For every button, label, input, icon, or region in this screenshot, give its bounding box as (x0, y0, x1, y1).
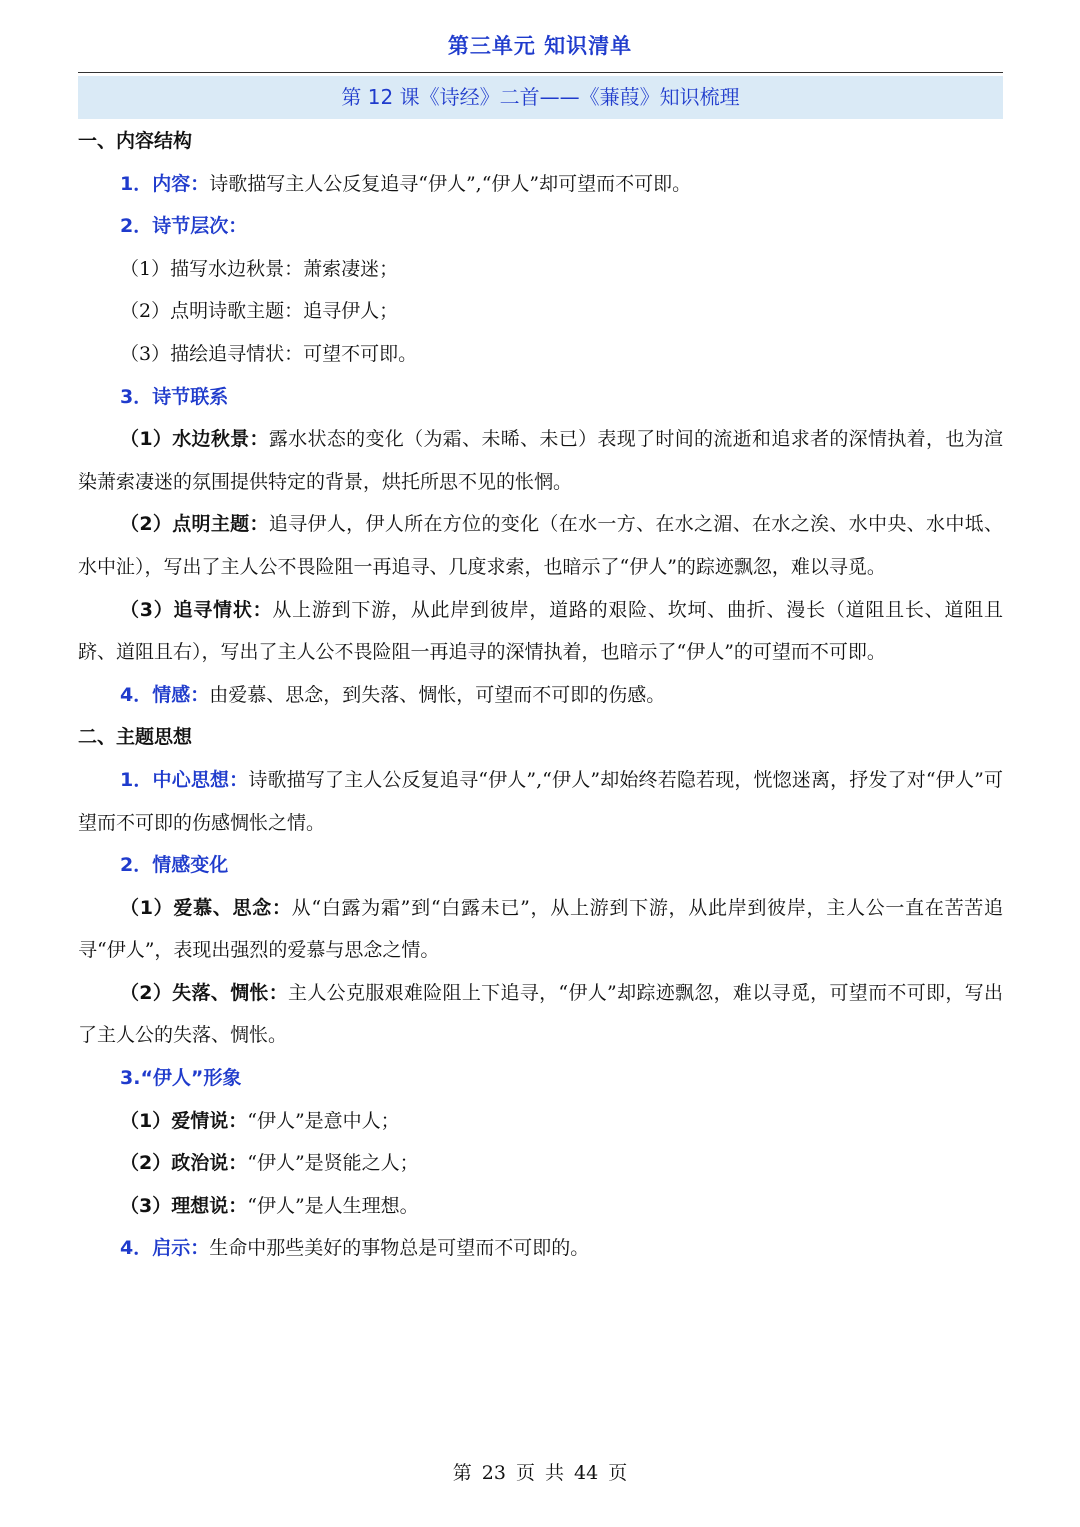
link-text-3: 从上游到下游，从此岸到彼岸，道路的艰险、坎坷、曲折、漫长（道阻且长、道阻且跻、道阻且右），写出了主人公不畏险阻一再追寻的深情执着，也暗示了“伊人”的可望而不可即。 (78, 598, 1003, 664)
insight-paragraph (78, 1227, 1003, 1270)
insight-text: 生命中那些美好的事物总是可望而不可即的。 (209, 1237, 590, 1260)
link-label-2: （2）点明主题： (120, 513, 269, 536)
content-text: 诗歌描写主人公反复追寻“伊人”,“伊人”却可望而不可即。 (209, 172, 692, 195)
link-item-1 (78, 418, 1003, 503)
layer-item-1: （1）描写水边秋景：萧索凄迷； (120, 257, 399, 280)
central-paragraph (78, 759, 1003, 844)
change-label-1: （1）爱慕、思念： (120, 896, 292, 919)
link-label-1: （1）水边秋景： (120, 428, 269, 451)
emotion-text: 由爱慕、思念，到失落、惆怅，可望而不可即的伤感。 (209, 683, 666, 706)
lesson-title: 第 12 课《诗经》二首——《蒹葭》知识梳理 (78, 76, 1003, 119)
change-label-2: （2）失落、惆怅： (120, 981, 289, 1004)
header-divider (78, 72, 1003, 73)
link-item-2 (78, 503, 1003, 588)
link-label-3: （3）追寻情状： (120, 598, 273, 621)
insight-label: 4．启示： (120, 1237, 210, 1260)
change-text-1: 从“白露为霜”到“白露未已”，从上游到下游，从此岸到彼岸，主人公一直在苦苦追寻“伊人”，表现出强烈的爱慕与思念之情。 (78, 896, 1003, 962)
document-body (78, 120, 1003, 1270)
emotion-paragraph (78, 674, 1003, 717)
unit-header: 第三单元 知识清单 (447, 34, 633, 58)
change-text-2: 主人公克服艰难险阻上下追寻，“伊人”却踪迹飘忽，难以寻觅，可望而不可即，写出了主人公的失落、惆怅。 (78, 981, 1003, 1047)
central-label: 1．中心思想： (120, 768, 249, 791)
change-item-2 (78, 972, 1003, 1057)
link-text-1: 露水状态的变化（为霜、未晞、未已）表现了时间的流逝和追求者的深情执着，也为渲染萧索凄迷的氛围提供特定的背景，烘托所思不见的怅惘。 (78, 428, 1003, 493)
emotion-label: 4．情感： (120, 683, 210, 706)
image-heading: 3.“伊人”形象 (120, 1067, 242, 1090)
link-text-2: 追寻伊人，伊人所在方位的变化（在水一方、在水之湄、在水之涘、水中央、水中坻、水中沚），写出了主人公不畏险阻一再追寻、几度求索，也暗示了“伊人”的踪迹飘忽，难以寻觅。 (78, 513, 1003, 578)
section-heading-structure: 一、内容结构 (78, 130, 193, 152)
layer-item-3: （3）描绘追寻情状：可望不可即。 (120, 342, 418, 365)
link-item-3 (78, 589, 1003, 674)
image-text-1: “伊人”是意中人； (247, 1109, 400, 1132)
image-item-2 (78, 1142, 1003, 1185)
change-item-1 (78, 887, 1003, 972)
page-number: 第 23 页 共 44 页 (452, 1462, 628, 1484)
image-label-2: （2）政治说： (120, 1152, 248, 1175)
image-text-2: “伊人”是贤能之人； (247, 1152, 419, 1175)
content-paragraph (78, 163, 1003, 206)
image-text-3: “伊人”是人生理想。 (247, 1194, 419, 1217)
layers-heading: 2．诗节层次： (120, 215, 248, 238)
image-item-3 (78, 1185, 1003, 1228)
content-label: 1．内容： (120, 172, 210, 195)
change-heading: 2．情感变化 (120, 854, 229, 877)
central-text: 诗歌描写了主人公反复追寻“伊人”,“伊人”却始终若隐若现，恍惚迷离，抒发了对“伊人”可望而不可即的伤感惆怅之情。 (78, 768, 1003, 834)
image-label-1: （1）爱情说： (120, 1109, 248, 1132)
layer-item-2: （2）点明诗歌主题：追寻伊人； (120, 300, 399, 323)
section-heading-theme: 二、主题思想 (78, 726, 193, 749)
links-heading: 3．诗节联系 (120, 385, 229, 408)
image-item-1 (78, 1100, 1003, 1143)
image-label-3: （3）理想说： (120, 1194, 248, 1217)
